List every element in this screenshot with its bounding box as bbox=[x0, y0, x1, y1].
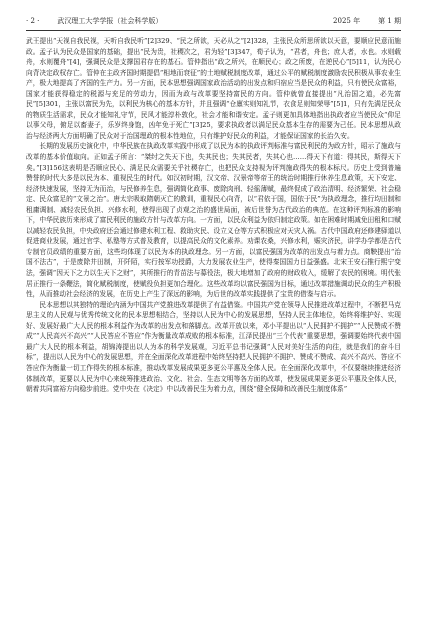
paragraph: 民本思想以其独特的理论内涵为中国共产党推进改革提供了有益借鉴。中国共产党在领导人民推进改革过程中，不断把马克思主义的人民观与优秀传统文化的民本思想相结合，坚持以人民为中心的发展思想，坚持人民主体地位，始终将维护好、实现好、发展好最广大人民的根本利益作为改革的出发点和落脚点。改革开放以来，邓小平提出以“人民拥护不拥护”“人民赞成不赞成”“人民高兴不高兴”“人民答应不答应”作为衡量改革成败的根本标准，江泽民提出“三个代表”重要思想，强调要始终代表中国最广大人民的根本利益，胡锦涛提出以人为本的科学发展观，习近平总书记强调“人民对美好生活的向往，就是我们的奋斗目标”，提出以人民为中心的发展思想，并在全面深化改革进程中始终坚持把人民拥护不拥护、赞成不赞成、高兴不高兴、答应不答应作为衡量一切工作得失的根本标准，推动改革发展成果更多更公平惠及全体人民。在全面深化改革中，不仅要继续推进经济体制改革，更要以人民为中心来统筹推进政治、文化、社会、生态文明等各方面的改革，使发展成果更多更公平惠及全体人民，朝着共同富裕方向稳步前进。党中央在《决定》中以改善民生为着力点，围绕“健全保障和改善民生制度体系” bbox=[26, 300, 401, 394]
paragraph: 长期的发展历史演化中，中华民族在执政改革实践中形成了以民为本的执政评判标准与富民利民的为政方针，昭示了施政与改革的基本价值取向。正如孟子所言：“桀纣之失天下也，失其民也；失其民者，失其心也……得天下有道：得其民，斯得天下矣。”[3]156这表明是否顺应民心、满足民众需要关乎社稷存亡，也把民众支持视为评判施政得失的根本标尺。历史上受到普遍赞誉的时代大多是以民为本、重视民生的时代。如汉初时期，汉文帝、汉景帝等帝王的统治时期推行休养生息政策，天下安定、经济快速发展，坚持无为而治，与民修养生息，强调简化政事、废除肉刑、轻徭薄赋，最终促成了政治清明、经济繁荣、社会稳定、民众富足的“文景之治”。唐太宗吸取隋朝灭亡的教训，重视民心向背，以“君依于国，国依于民”为执政理念，推行均田制和租庸调制、减轻农民负担、兴修水利，使得出现了贞观之治的盛世局面，被后世誉为古代政治的典范。在这种评判标准的影响下，中华民族历来形成了富民利民的施政方针与改革方向。一方面，以民众利益为依归制定政策。如在困难时期减免田租和口赋以减轻农民负担，中央政府还会通过修建水利工程、救助灾民、设立义仓等方式积极应对天灾人祸。古代中国政府还修建驿道以促进商业发展，通过官学、私塾等方式普及教育，以提高民众的文化素养。劝课农桑，兴修水利，赈灾济民，讲学办学都是古代专制官员政绩的重要方面，这些均体现了以民为本的执政理念。另一方面，以富民强国为改革的出发点与着力点。商鞅提出“治国不法古”，于是废除井田制，开阡陌，实行按军功授爵，大力发展农业生产，使得秦国国力日益强盛。北宋王安石推行熙宁变法，强调“因天下之力以生天下之财”，其所推行的青苗法与募役法，极大地增加了政府的财政收入，缓解了农民的困境。明代张居正推行一条鞭法，简化赋税制度，使赋役负担更加合理化。这些改革均以富民强国为目标，通过改革措施调动民众的生产积极性，从而推动社会经济的发展，在历史上产生了深远的影响，为后世的改革实践提供了宝贵的借鉴与启示。 bbox=[26, 142, 401, 299]
running-header bbox=[26, 15, 401, 27]
issue-label: 第 1 期 bbox=[378, 17, 401, 25]
article-body bbox=[26, 36, 401, 596]
paragraph: 武王提出“天视自我民视，天听自我民听”[2]329、“民之所欲，天必从之”[2]328，主张民众所思所欲以天意，要顺应民意而施政。孟子认为民众是国家的基础，提出“民为贵，社稷次之，君为轻”[3]347，荀子认为，“君者，舟也；庶人者，水也。水则载舟，水则覆舟”[4]，强调民众是支撑国君存在的基石。管仲指出“政之所兴，在顺民心；政之所废，在逆民心”[5]11，认为民心向背决定政权存亡。管仲在主政齐国时期提倡“相地而衰征”的土地赋税制度改革，通过公平的赋税制度激励农民积极从事农业生产，极大地提高了齐国的生产力。另一方面，民本思想强调国家政治活动的出发点和归宿应当是民众的利益，只有使民众富裕，国家才能获得稳定的税源与充足的劳动力，因而为政与改革要坚持富民的方向。管仲就曾直接提出“凡治国之道，必先富民”[5]301，主张以富民为先，以利民为核心的基本方针，并且强调“仓廪实则知礼节，衣食足则知荣辱”[5]1，只有先满足民众的物质生活需求，民众才能知礼守节，民风才能淳朴敦化，社会才能和谐安定。孟子则更加具体地指出执政者应当使民众“仰足以事父母，俯足以畜妻子，乐岁终身饱，凶年免于死亡”[3]25，要求执政者以满足民众基本生存的需要为己任。民本思想从政治与经济两大方面明确了民众对于治国理政的根本性地位，只有维护好民众的利益，才能保证国家的长治久安。 bbox=[26, 37, 401, 140]
journal-title: 武汉理工大学学报（社会科学版） bbox=[57, 17, 163, 25]
page-number: · 2 · bbox=[26, 17, 40, 25]
header-rule bbox=[26, 30, 401, 31]
header-right bbox=[333, 15, 401, 27]
header-left bbox=[26, 15, 162, 27]
year-label: 2025 年 bbox=[333, 17, 361, 25]
